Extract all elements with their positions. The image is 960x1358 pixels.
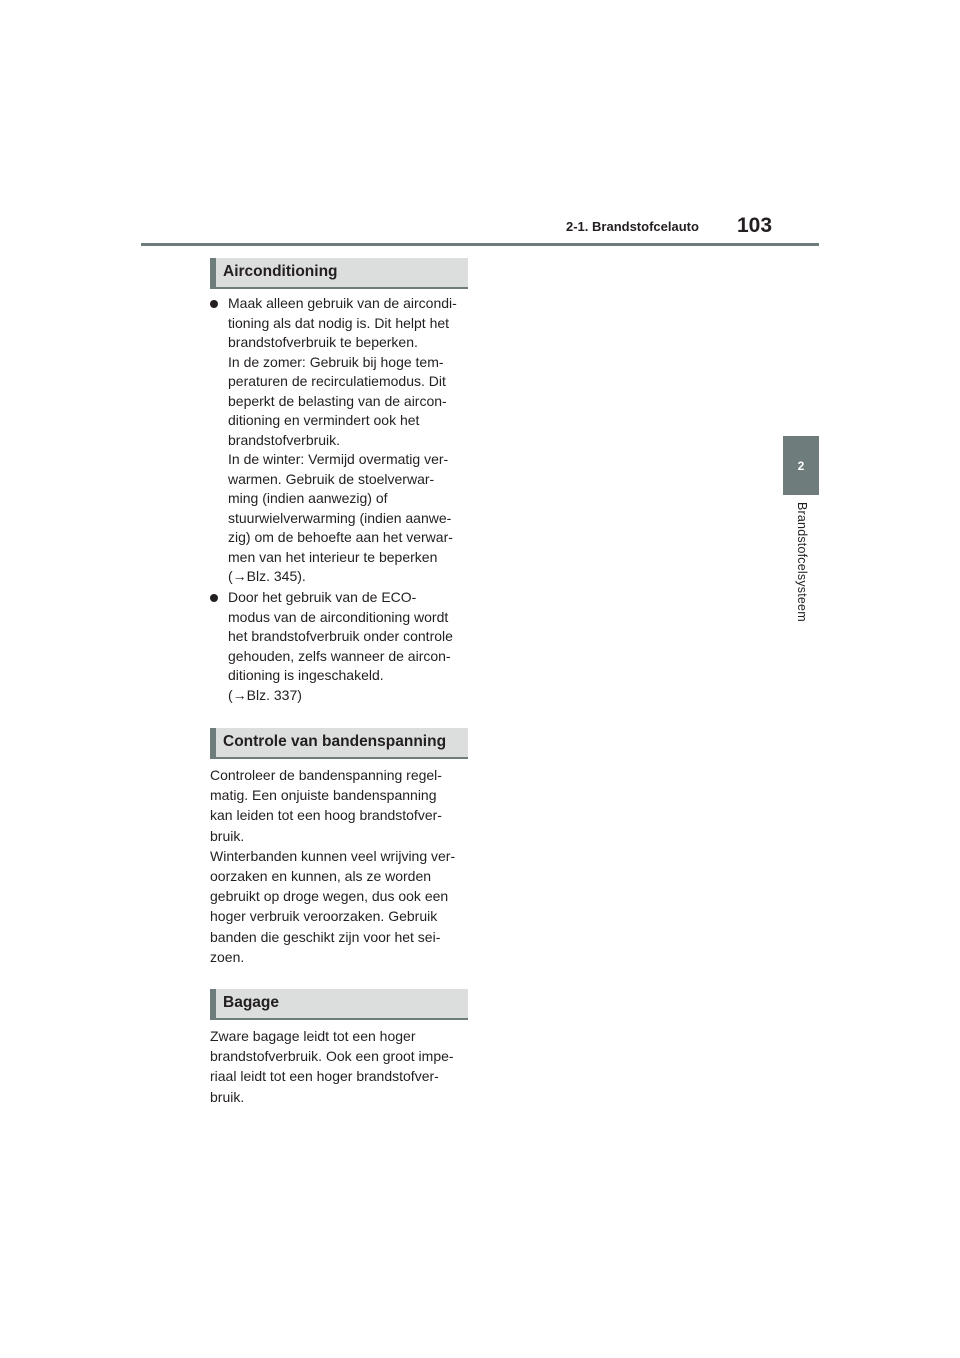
paragraph xyxy=(210,765,470,967)
heading-accent-bar xyxy=(210,728,216,757)
paragraph-line: matig. Een onjuiste bandenspanning xyxy=(210,787,437,804)
section-heading-bandenspanning xyxy=(210,728,468,759)
bullet-line: brandstofverbruik te beperken. xyxy=(228,334,418,350)
section-heading-bagage xyxy=(210,989,468,1020)
paragraph-line: Zware bagage leidt tot een hoger xyxy=(210,1028,416,1044)
paragraph-line: gebruikt op droge wegen, dus ook een xyxy=(210,888,449,905)
bullet-line: tioning als dat nodig is. Dit helpt het xyxy=(228,314,450,331)
bullet-line: In de winter: Vermijd overmatig ver- xyxy=(228,451,449,467)
section-heading-label: Bagage xyxy=(223,994,279,1011)
bullet-line: (→Blz. 337) xyxy=(228,686,302,703)
running-header-section: 2-1. Brandstofcelauto xyxy=(566,219,699,234)
bullet-line: Door het gebruik van de ECO- xyxy=(228,589,417,605)
page-number: 103 xyxy=(737,214,773,237)
paragraph xyxy=(210,1026,470,1107)
chapter-tab xyxy=(783,436,819,495)
chapter-number: 2 xyxy=(797,458,805,473)
section-heading-airconditioning xyxy=(210,258,468,289)
paragraph-line: bruik. xyxy=(210,1088,245,1105)
bullet-line: In de zomer: Gebruik bij hoge tem- xyxy=(228,353,444,370)
section-heading-label: Controle van bandenspanning xyxy=(223,733,447,750)
bullet-line: brandstofverbruik. xyxy=(228,431,341,448)
bullet-line: gehouden, zelfs wanneer de aircon- xyxy=(228,647,451,664)
heading-accent-bar xyxy=(210,989,216,1018)
bullet-dot-icon xyxy=(210,300,218,308)
bullet-line: zig) om de behoefte aan het verwar- xyxy=(228,529,453,545)
bullet-line: het brandstofverbruik onder controle xyxy=(228,628,453,644)
paragraph-line: zoen. xyxy=(210,948,245,965)
bullet-line: stuurwielverwarming (indien aanwe- xyxy=(228,509,452,526)
bullet-line: (→Blz. 345). xyxy=(228,568,306,584)
paragraph-line: bruik. xyxy=(210,827,245,844)
paragraph-line: Winterbanden kunnen veel wrijving ver- xyxy=(210,847,456,864)
bullet-line: ming (indien aanwezig) of xyxy=(228,490,388,506)
bullet-line: Maak alleen gebruik van de aircondi- xyxy=(228,295,457,311)
paragraph-line: brandstofverbruik. Ook een groot impe- xyxy=(210,1048,454,1065)
heading-accent-bar xyxy=(210,258,216,287)
header-divider xyxy=(141,243,819,246)
bullet-line: beperkt de belasting van de aircon- xyxy=(228,392,447,409)
paragraph-line: banden die geschikt zijn voor het sei- xyxy=(210,928,441,945)
bullet-line: ditioning en vermindert ook het xyxy=(228,412,420,428)
bullet-line: modus van de airconditioning wordt xyxy=(228,608,449,625)
chapter-title: Brandstofcelsysteem xyxy=(795,502,809,622)
section-heading-label: Airconditioning xyxy=(223,263,338,280)
paragraph-line: Controleer de bandenspanning regel- xyxy=(210,767,442,783)
paragraph-line: hoger verbruik veroorzaken. Gebruik xyxy=(210,908,438,925)
paragraph-line: riaal leidt tot een hoger brandstofver- xyxy=(210,1068,439,1085)
bullet-item xyxy=(210,294,470,587)
bullet-dot-icon xyxy=(210,594,218,602)
bullet-item xyxy=(210,588,470,705)
bullet-line: ditioning is ingeschakeld. xyxy=(228,667,384,683)
paragraph-line: kan leiden tot een hoog brandstofver- xyxy=(210,807,442,824)
bullet-line: men van het interieur te beperken xyxy=(228,548,438,565)
paragraph-line: oorzaken en kunnen, als ze worden xyxy=(210,868,432,885)
bullet-line: peraturen de recirculatiemodus. Dit xyxy=(228,373,446,389)
bullet-line: warmen. Gebruik de stoelverwar- xyxy=(228,470,435,487)
